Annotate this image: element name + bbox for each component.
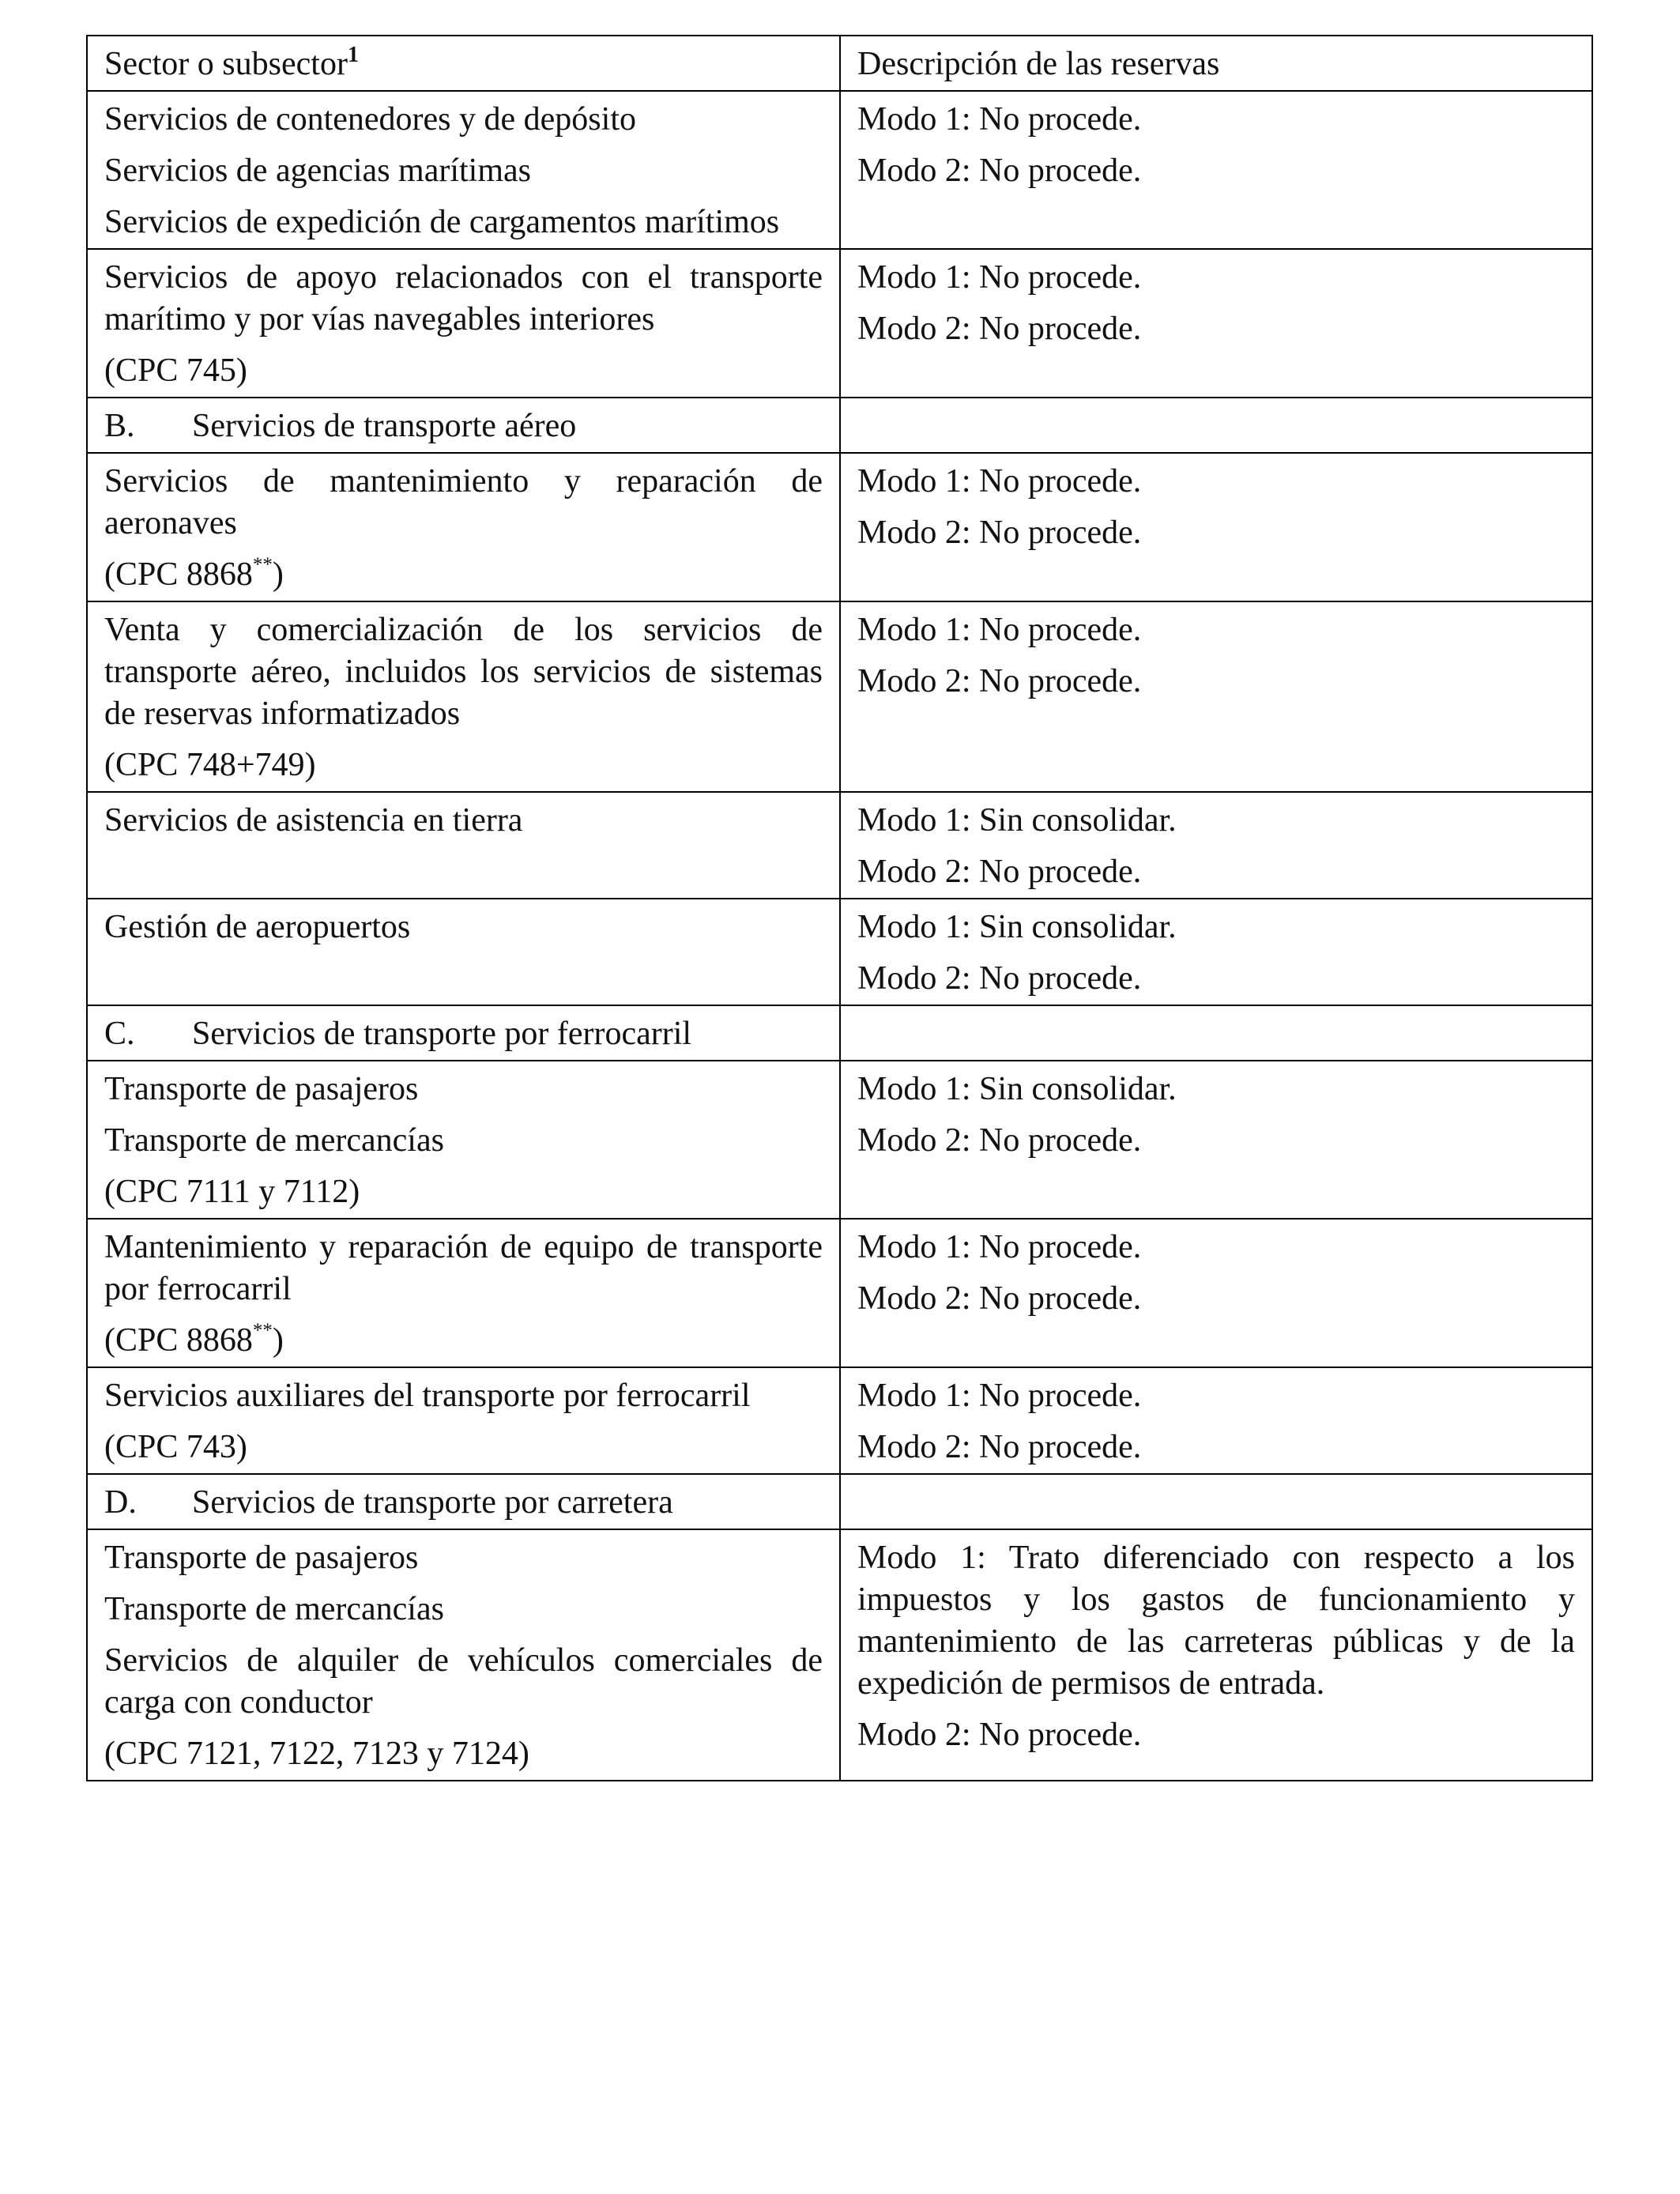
sector-line: Transporte de pasajeros	[104, 1071, 419, 1107]
table-row	[87, 1529, 1592, 1781]
section-row	[87, 1474, 1592, 1529]
header-row	[87, 36, 1592, 91]
cpc-code	[104, 554, 823, 596]
section-row	[87, 1005, 1592, 1061]
sector-cell	[87, 1367, 840, 1474]
cpc-code-close: )	[272, 1322, 284, 1359]
header-description-cell	[840, 36, 1592, 91]
description-line: Modo 1: No procede.	[857, 463, 1142, 499]
section-row	[87, 398, 1592, 453]
sector-line: (CPC 743)	[104, 1429, 247, 1465]
table-row	[87, 601, 1592, 792]
description-line: Modo 1: No procede.	[857, 612, 1142, 648]
section-empty-cell	[840, 1474, 1592, 1529]
section-cell	[87, 398, 840, 453]
description-cell	[840, 792, 1592, 899]
description-line: Modo 2: No procede.	[857, 1280, 1142, 1317]
description-line: Modo 1: Sin consolidar.	[857, 802, 1177, 839]
description-line: Modo 1: Sin consolidar.	[857, 909, 1177, 945]
description-cell	[840, 1367, 1592, 1474]
sector-cell	[87, 601, 840, 792]
section-letter: D.	[104, 1484, 137, 1521]
sector-line: (CPC 745)	[104, 352, 247, 389]
header-sector-cell	[87, 36, 840, 91]
sector-line: Servicios de expedición de cargamentos marítimos	[104, 204, 780, 240]
sector-line: Transporte de mercancías	[104, 1591, 444, 1627]
reservations-table	[86, 35, 1593, 1781]
sector-line: (CPC 7121, 7122, 7123 y 7124)	[104, 1736, 529, 1772]
description-cell	[840, 1529, 1592, 1781]
table-row	[87, 453, 1592, 601]
cpc-code	[104, 1320, 823, 1362]
sector-line: Servicios de asistencia en tierra	[104, 802, 523, 839]
sector-line: Servicios de contenedores y de depósito	[104, 101, 636, 138]
section-empty-cell	[840, 398, 1592, 453]
section-letter: B.	[104, 408, 135, 444]
table-row	[87, 91, 1592, 249]
sector-cell	[87, 1529, 840, 1781]
sector-cell	[87, 1219, 840, 1367]
sector-line: Venta y comercialización de los servicios de transporte aéreo, incluidos los servicios de sistemas de reservas informatizados	[104, 612, 823, 732]
cpc-asterisk-mark: **	[252, 1320, 273, 1341]
sector-cell	[87, 899, 840, 1005]
description-cell	[840, 91, 1592, 249]
section-letter: C.	[104, 1016, 135, 1052]
sector-line: Gestión de aeropuertos	[104, 909, 411, 945]
description-line: Modo 1: Sin consolidar.	[857, 1071, 1177, 1107]
header-description-label: Descripción de las reservas	[857, 46, 1220, 82]
description-line: Modo 2: No procede.	[857, 311, 1142, 347]
section-title: Servicios de transporte por ferrocarril	[192, 1016, 692, 1052]
table-row	[87, 1367, 1592, 1474]
description-line: Modo 2: No procede.	[857, 1429, 1142, 1465]
table-body	[87, 36, 1592, 1781]
sector-cell	[87, 453, 840, 601]
sector-cell	[87, 91, 840, 249]
description-line: Modo 1: Trato diferenciado con respecto a los impuestos y los gastos de funcionamiento y mantenimiento de las carreteras públicas y de la expedición de permisos de entrada.	[857, 1540, 1575, 1702]
sector-line: Transporte de mercancías	[104, 1122, 444, 1159]
sector-line: Mantenimiento y reparación de equipo de transporte por ferrocarril	[104, 1229, 823, 1307]
description-cell	[840, 453, 1592, 601]
description-cell	[840, 1061, 1592, 1219]
sector-line: Servicios de mantenimiento y reparación de aeronaves	[104, 463, 823, 541]
description-line: Modo 2: No procede.	[857, 663, 1142, 699]
table-row	[87, 249, 1592, 398]
sector-line: Servicios de apoyo relacionados con el transporte marítimo y por vías navegables interiores	[104, 259, 823, 337]
table-row	[87, 792, 1592, 899]
sector-cell	[87, 1061, 840, 1219]
sector-line: Servicios de agencias marítimas	[104, 153, 531, 189]
section-cell	[87, 1005, 840, 1061]
cpc-code-text: (CPC 8868	[104, 556, 253, 593]
description-line: Modo 1: No procede.	[857, 1229, 1142, 1265]
sector-line: Servicios auxiliares del transporte por ferrocarril	[104, 1378, 751, 1414]
description-cell	[840, 601, 1592, 792]
table-row	[87, 1061, 1592, 1219]
cpc-code-text: (CPC 8868	[104, 1322, 253, 1359]
header-sector-label: Sector o subsector	[104, 46, 348, 82]
sector-cell	[87, 249, 840, 398]
sector-line: Servicios de alquiler de vehículos comerciales de carga con conductor	[104, 1642, 823, 1721]
section-title: Servicios de transporte aéreo	[192, 408, 577, 444]
sector-line: (CPC 748+749)	[104, 747, 316, 783]
cpc-code-close: )	[272, 556, 284, 593]
description-line: Modo 1: No procede.	[857, 101, 1142, 138]
description-line: Modo 1: No procede.	[857, 259, 1142, 296]
description-cell	[840, 899, 1592, 1005]
description-cell	[840, 249, 1592, 398]
description-line: Modo 2: No procede.	[857, 854, 1142, 890]
sector-line: Transporte de pasajeros	[104, 1540, 419, 1576]
section-title: Servicios de transporte por carretera	[192, 1484, 673, 1521]
section-cell	[87, 1474, 840, 1529]
sector-cell	[87, 792, 840, 899]
sector-line: (CPC 7111 y 7112)	[104, 1174, 360, 1210]
cpc-asterisk-mark: **	[252, 554, 273, 575]
description-line: Modo 2: No procede.	[857, 960, 1142, 997]
table-row	[87, 899, 1592, 1005]
section-empty-cell	[840, 1005, 1592, 1061]
header-footnote-mark: 1	[347, 43, 359, 67]
description-line: Modo 2: No procede.	[857, 1122, 1142, 1159]
description-cell	[840, 1219, 1592, 1367]
description-line: Modo 2: No procede.	[857, 515, 1142, 551]
description-line: Modo 1: No procede.	[857, 1378, 1142, 1414]
description-line: Modo 2: No procede.	[857, 1717, 1142, 1753]
description-line: Modo 2: No procede.	[857, 153, 1142, 189]
table-row	[87, 1219, 1592, 1367]
